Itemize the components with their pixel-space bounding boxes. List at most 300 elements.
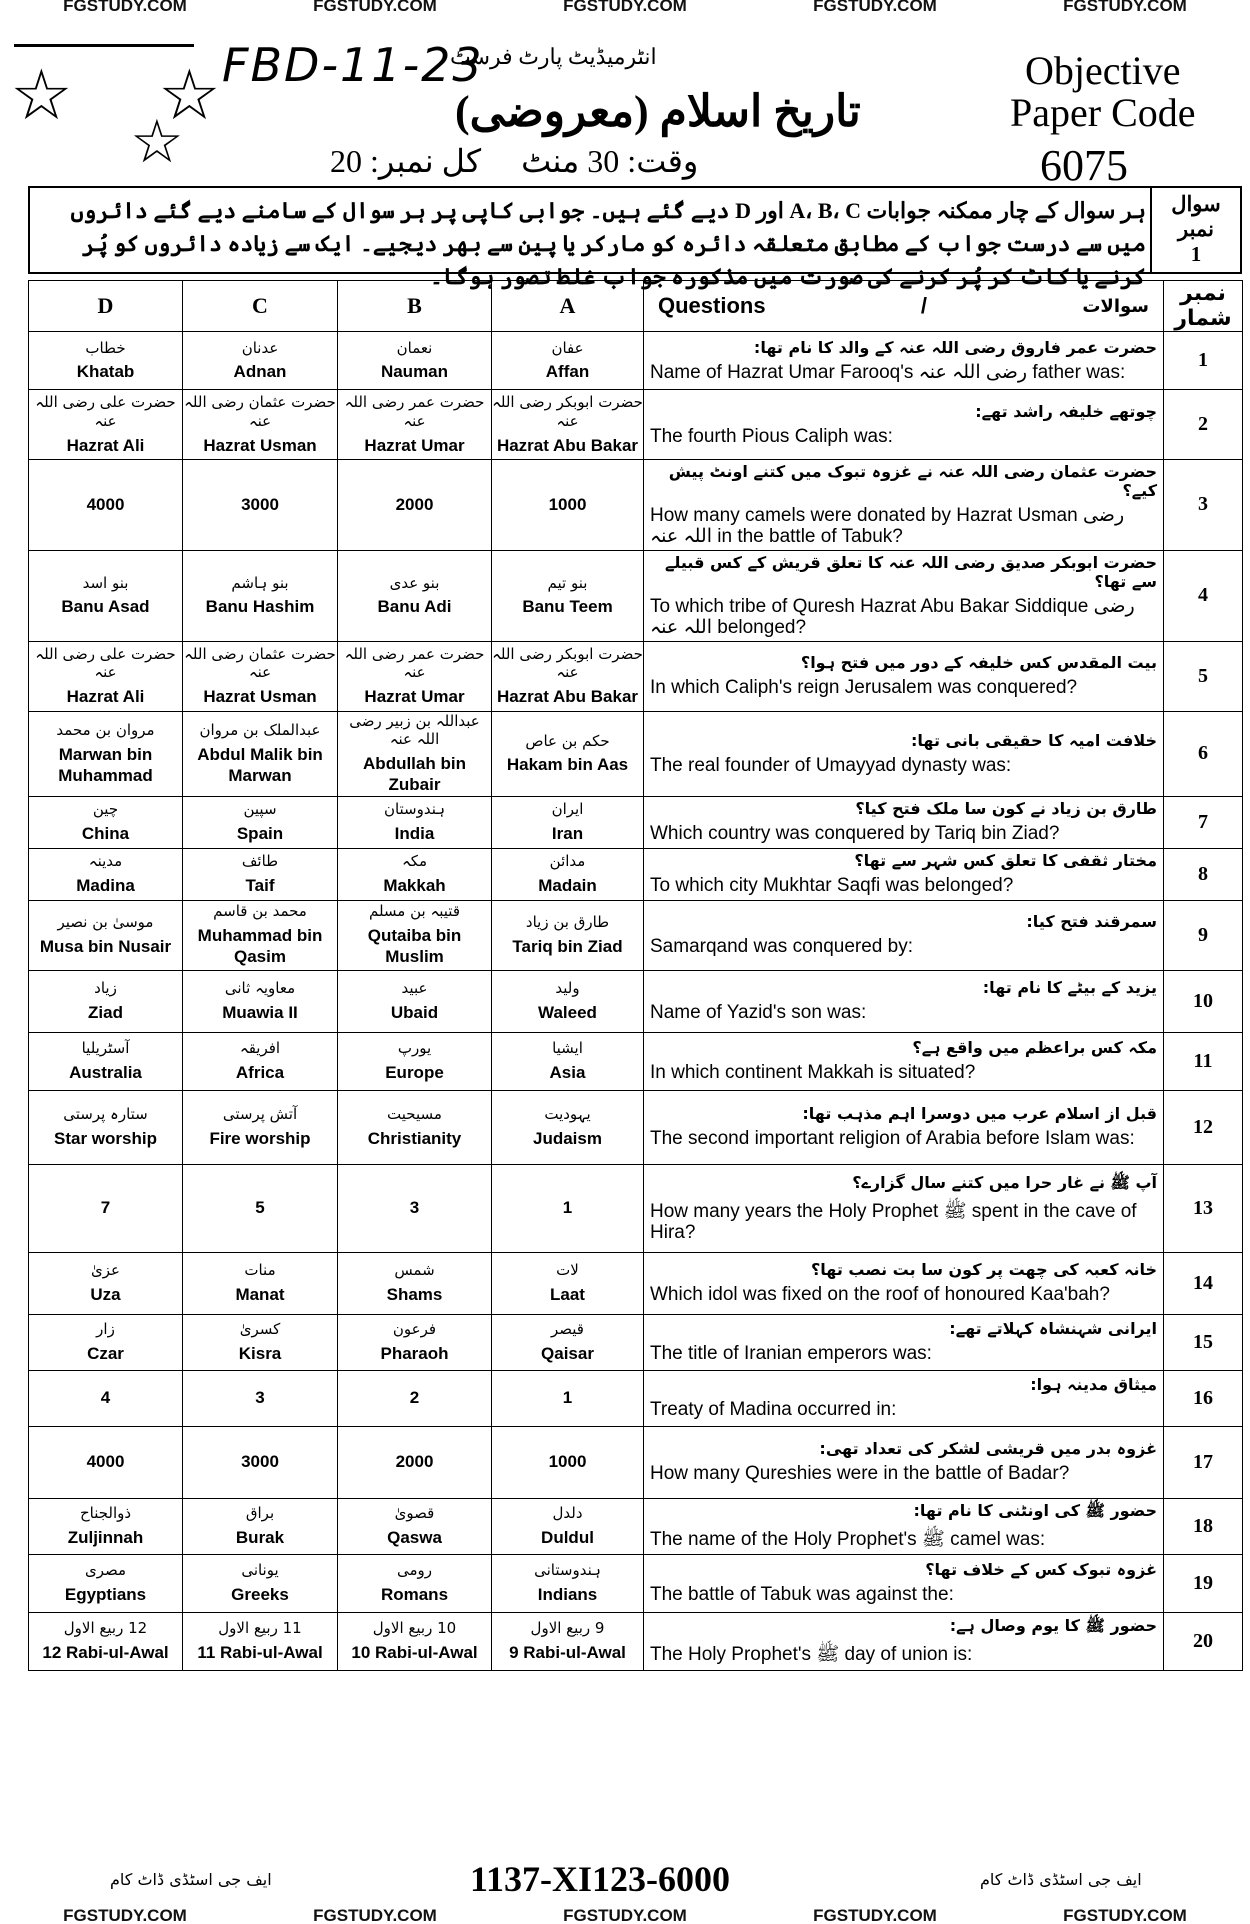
question-english: The real founder of Umayyad dynasty was: <box>650 754 1012 776</box>
question-cell <box>644 460 1164 551</box>
footer-urdu-left: ایف جی اسٹڈی ڈاٹ کام <box>110 1870 272 1889</box>
question-number: 8 <box>1164 848 1243 900</box>
option-a <box>492 1612 644 1670</box>
option-b <box>338 1370 492 1426</box>
option-c-urdu: عبدالملک بن مروان <box>199 720 321 739</box>
option-d <box>29 1612 183 1670</box>
option-b <box>338 1426 492 1498</box>
option-d <box>29 1370 183 1426</box>
watermark: FGSTUDY.COM <box>63 0 187 15</box>
option-c-text: Fire worship <box>209 1128 311 1148</box>
question-english: The second important religion of Arabia before Islam was: <box>650 1128 1135 1150</box>
question-number: 17 <box>1164 1426 1243 1498</box>
option-c <box>183 970 338 1032</box>
option-c-text: Africa <box>235 1062 285 1082</box>
option-c-urdu: بنو ہاشم <box>231 573 289 592</box>
question-row <box>29 460 1243 551</box>
question-urdu: حضرت ابوبکر صدیق رضی اللہ عنہ کا تعلق قریش کے کس قبیلے سے تھا؟ <box>664 552 1157 591</box>
option-d-text: Czar <box>87 1343 124 1363</box>
question-row <box>29 1252 1243 1314</box>
option-b-urdu: قتیبہ بن مسلم <box>368 902 461 921</box>
option-c-text: Kisra <box>238 1343 282 1363</box>
question-row <box>29 796 1243 848</box>
question-number: 2 <box>1164 390 1243 460</box>
question-english: How many camels were donated by Hazrat Usman رضی اللہ عنہ in the battle of Tabuk? <box>650 505 1125 547</box>
time-marks-line <box>330 142 698 180</box>
option-d <box>29 1252 183 1314</box>
option-c-text: Burak <box>235 1527 285 1547</box>
question-row <box>29 1426 1243 1498</box>
question-cell <box>644 1498 1164 1554</box>
handwritten-board-code: FBD-11-23 <box>222 38 484 92</box>
option-c-text: Manat <box>235 1284 285 1304</box>
option-b-urdu: نعمان <box>396 338 433 357</box>
question-cell <box>644 970 1164 1032</box>
question-cell <box>644 848 1164 900</box>
star-icon: ☆ <box>158 54 221 136</box>
option-c-urdu: عدنان <box>241 338 279 357</box>
header-c: C <box>183 281 338 332</box>
question-urdu: میثاق مدینہ ہوا: <box>1030 1375 1157 1395</box>
option-b <box>338 332 492 390</box>
option-a-text: Indians <box>537 1584 598 1604</box>
option-c <box>183 1164 338 1252</box>
option-b-text: Qaswa <box>387 1527 442 1547</box>
marks-label: کل نمبر: 20 <box>330 143 482 179</box>
option-a <box>492 332 644 390</box>
option-c-text: Muhammad bin Qasim <box>197 926 323 967</box>
header-a: A <box>492 281 644 332</box>
option-b <box>338 1554 492 1612</box>
question-cell <box>644 1314 1164 1370</box>
option-a <box>492 711 644 796</box>
instructions-box <box>28 186 1242 289</box>
option-a-text: Judaism <box>533 1128 602 1148</box>
option-d <box>29 1032 183 1090</box>
question-cell <box>644 1090 1164 1164</box>
option-b-text: 2000 <box>395 495 434 515</box>
question-english: The Holy Prophet's ﷺ day of union is: <box>650 1644 973 1666</box>
option-a <box>492 900 644 970</box>
watermark: FGSTUDY.COM <box>1063 1906 1187 1924</box>
option-c-urdu: معاویہ ثانی <box>224 979 296 998</box>
option-d <box>29 796 183 848</box>
option-b <box>338 900 492 970</box>
option-b <box>338 1314 492 1370</box>
question-urdu: یزید کے بیٹے کا نام تھا: <box>982 978 1157 998</box>
option-b <box>338 1090 492 1164</box>
option-a <box>492 1370 644 1426</box>
option-d-urdu: خطاب <box>85 338 126 357</box>
option-a-urdu: ولید <box>555 979 580 998</box>
option-d-text: Banu Asad <box>61 597 150 617</box>
option-b-text: Christianity <box>367 1128 462 1148</box>
watermark: FGSTUDY.COM <box>313 1906 437 1924</box>
question-english: To which city Mukhtar Saqfi was belonged? <box>650 875 1014 897</box>
option-a-urdu: 9 ربیع الاول <box>530 1619 605 1638</box>
option-b-text: Makkah <box>383 875 446 895</box>
question-english: The name of the Holy Prophet's ﷺ camel was: <box>650 1529 1046 1551</box>
subject-urdu: انٹرمیڈیٹ پارٹ فرسٹ <box>450 44 657 69</box>
option-d-text: Musa bin Nusair <box>39 936 172 956</box>
option-c-text: Spain <box>236 823 284 843</box>
option-a-text: 9 Rabi-ul-Awal <box>509 1642 626 1662</box>
option-c-urdu: حضرت عثمان رضی اللہ عنہ <box>184 393 336 430</box>
question-cell <box>644 1032 1164 1090</box>
option-a <box>492 1032 644 1090</box>
option-d-urdu: عزیٰ <box>91 1261 120 1280</box>
option-d-urdu: حضرت علی رضی اللہ عنہ <box>35 393 176 430</box>
option-d <box>29 1498 183 1554</box>
header-d: D <box>29 281 183 332</box>
option-a-text: Qaisar <box>541 1343 594 1363</box>
option-d-urdu: حضرت علی رضی اللہ عنہ <box>35 644 176 682</box>
option-c-text: Abdul Malik bin Marwan <box>197 744 323 785</box>
question-row <box>29 1554 1243 1612</box>
option-a <box>492 1498 644 1554</box>
question-english: The fourth Pious Caliph was: <box>650 425 893 447</box>
question-row <box>29 900 1243 970</box>
question-english: The title of Iranian emperors was: <box>650 1343 932 1365</box>
option-c <box>183 711 338 796</box>
watermark: FGSTUDY.COM <box>563 0 687 15</box>
option-c-text: 11 Rabi-ul-Awal <box>197 1642 323 1662</box>
option-a-urdu: طارق بن زیاد <box>525 913 610 932</box>
question-number: 6 <box>1164 711 1243 796</box>
question-row <box>29 711 1243 796</box>
question-english: Name of Yazid's son was: <box>650 1002 867 1024</box>
question-number: 20 <box>1164 1612 1243 1670</box>
option-d-text: Ziad <box>88 1002 123 1022</box>
option-a-urdu: ہندوستانی <box>534 1561 601 1580</box>
option-b-text: 2000 <box>395 1452 434 1472</box>
time-label: وقت: 30 منٹ <box>521 143 699 179</box>
option-c-text: 3 <box>255 1388 265 1408</box>
option-b-urdu: عبداللہ بن زبیر رضی اللہ عنہ <box>349 711 480 749</box>
option-d-text: Khatab <box>76 362 135 382</box>
option-b-urdu: حضرت عمر رضی اللہ عنہ <box>344 393 485 430</box>
paper-header <box>0 0 1250 190</box>
header-questions-ur: سوالات <box>1082 295 1149 317</box>
option-b <box>338 550 492 641</box>
footer-urdu-right: ایف جی اسٹڈی ڈاٹ کام <box>980 1870 1142 1889</box>
option-c <box>183 1370 338 1426</box>
question-cell <box>644 796 1164 848</box>
option-b-urdu: رومی <box>396 1561 433 1580</box>
option-a-text: 1 <box>562 1198 573 1218</box>
option-d <box>29 1554 183 1612</box>
option-a-text: Waleed <box>538 1002 597 1022</box>
header-questions <box>644 281 1164 332</box>
option-d <box>29 1314 183 1370</box>
option-b-urdu: بنو عدی <box>389 573 440 592</box>
option-d <box>29 460 183 551</box>
option-a-urdu: عفان <box>551 338 584 357</box>
watermark: FGSTUDY.COM <box>563 1906 687 1924</box>
option-d-text: 7 <box>100 1198 111 1218</box>
question-number: 11 <box>1164 1032 1243 1090</box>
divider <box>14 44 194 47</box>
star-icon: ☆ <box>130 107 184 177</box>
option-a-text: 1000 <box>548 495 587 515</box>
option-a-text: Tariq bin Ziad <box>512 936 623 956</box>
question-urdu: مکہ کس براعظم میں واقع ہے؟ <box>912 1038 1157 1058</box>
option-d <box>29 550 183 641</box>
option-c-text: Hazrat Usman <box>203 687 317 707</box>
option-d <box>29 848 183 900</box>
option-d-urdu: چین <box>92 800 119 819</box>
option-d <box>29 1164 183 1252</box>
objective-label: Objective <box>1025 48 1181 93</box>
question-number: 13 <box>1164 1164 1243 1252</box>
option-c-text: 3000 <box>241 1452 279 1472</box>
question-urdu: حضور ﷺ کا یوم وصال ہے: <box>949 1616 1157 1636</box>
header-separator: / <box>920 293 928 318</box>
option-a-text: Affan <box>545 362 590 382</box>
paper-title-urdu: تاریخ اسلام (معروضی) <box>455 87 861 136</box>
option-a <box>492 1314 644 1370</box>
option-d-text: 4000 <box>86 1452 125 1472</box>
question-cell <box>644 1612 1164 1670</box>
option-c-urdu: سپین <box>243 800 277 819</box>
question-row <box>29 1612 1243 1670</box>
option-b-urdu: 10 ربیع الاول <box>372 1619 457 1638</box>
option-b <box>338 848 492 900</box>
option-a <box>492 1426 644 1498</box>
question-urdu: خلافت امیہ کا حقیقی بانی تھا: <box>910 730 1157 750</box>
option-b <box>338 1164 492 1252</box>
question-english: Which country was conquered by Tariq bin Ziad? <box>650 823 1060 845</box>
option-d-urdu: ستارہ پرستی <box>63 1105 148 1124</box>
question-english: How many years the Holy Prophet ﷺ spent in the cave of Hira? <box>650 1200 1137 1243</box>
option-c-text: 3000 <box>241 495 279 515</box>
question-urdu: غزوہ تبوک کس کے خلاف تھا؟ <box>925 1560 1157 1580</box>
question-number-box <box>1150 188 1240 272</box>
question-english: Samarqand was conquered by: <box>650 936 913 958</box>
option-a-text: Banu Teem <box>522 597 613 617</box>
question-urdu: خانہ کعبہ کی چھت پر کون سا بت نصب تھا؟ <box>810 1260 1157 1280</box>
option-a <box>492 550 644 641</box>
option-b <box>338 390 492 460</box>
option-b-text: 2 <box>409 1388 420 1408</box>
option-a <box>492 460 644 551</box>
option-b-urdu: عبید <box>401 979 428 998</box>
watermark: FGSTUDY.COM <box>813 0 937 15</box>
question-urdu: آپ ﷺ نے غار حرا میں کتنے سال گزارے؟ <box>852 1172 1157 1192</box>
option-d-urdu: مروان بن محمد <box>56 720 155 739</box>
option-d <box>29 711 183 796</box>
option-a <box>492 1252 644 1314</box>
option-b-text: Shams <box>386 1284 443 1304</box>
option-d-urdu: زار <box>96 1320 115 1339</box>
question-english: How many Qureshies were in the battle of Badar? <box>650 1463 1070 1485</box>
question-urdu: ایرانی شہنشاہ کہلاتے تھے: <box>949 1319 1157 1339</box>
option-a-urdu: حضرت ابوبکر رضی اللہ عنہ <box>492 644 643 682</box>
question-urdu: حضرت عثمان رضی اللہ عنہ نے غزوہ تبوک میں کتنے اونٹ پیش کیے؟ <box>668 462 1157 500</box>
option-c-urdu: طائف <box>241 852 279 871</box>
option-c-urdu: براق <box>245 1504 275 1523</box>
option-a-urdu: قیصر <box>551 1320 584 1339</box>
option-d <box>29 1090 183 1164</box>
option-d <box>29 970 183 1032</box>
watermark: FGSTUDY.COM <box>1063 0 1187 15</box>
option-c-text: 5 <box>255 1198 265 1218</box>
option-c <box>183 1090 338 1164</box>
option-a <box>492 1164 644 1252</box>
question-english: In which Caliph's reign Jerusalem was conquered? <box>650 677 1078 699</box>
option-d-text: 4000 <box>86 495 125 515</box>
option-a-urdu: دلدل <box>552 1504 583 1523</box>
option-d-text: Marwan bin Muhammad <box>58 744 153 785</box>
option-d-urdu: موسیٰ بن نصیر <box>57 913 154 932</box>
option-b-text: 3 <box>409 1198 420 1218</box>
objective-block <box>1010 50 1196 134</box>
option-c <box>183 1426 338 1498</box>
option-c-urdu: آتش پرستی <box>222 1105 298 1124</box>
option-d-text: Madina <box>76 875 135 895</box>
question-number: 12 <box>1164 1090 1243 1164</box>
questions-table <box>28 280 1243 1671</box>
option-c-text: Taif <box>245 875 275 895</box>
option-b <box>338 641 492 711</box>
option-c-text: Banu Hashim <box>205 597 315 617</box>
option-a-urdu: ایشیا <box>552 1039 583 1058</box>
option-d-urdu: مصری <box>84 1561 127 1580</box>
option-b-text: Nauman <box>380 362 449 382</box>
option-a-text: Hazrat Abu Bakar <box>496 687 639 707</box>
question-urdu: غزوہ بدر میں قریشی لشکر کی تعداد تھی: <box>819 1439 1157 1459</box>
option-d-text: Star worship <box>54 1128 157 1148</box>
option-d-text: 4 <box>100 1388 111 1408</box>
question-number: 7 <box>1164 796 1243 848</box>
option-c <box>183 1612 338 1670</box>
question-row <box>29 1164 1243 1252</box>
question-number: 10 <box>1164 970 1243 1032</box>
option-b-urdu: قصویٰ <box>394 1504 435 1523</box>
watermark: FGSTUDY.COM <box>313 0 437 15</box>
option-b-text: Europe <box>385 1062 444 1082</box>
footer-code: 1137-XI123-6000 <box>470 1859 730 1899</box>
option-c-text: Adnan <box>233 362 287 382</box>
question-cell <box>644 1426 1164 1498</box>
option-c-urdu: افریقہ <box>239 1039 281 1058</box>
option-c <box>183 641 338 711</box>
option-d-text: China <box>81 823 130 843</box>
question-english: To which tribe of Quresh Hazrat Abu Bakar Siddique رضی اللہ عنہ belonged? <box>650 595 1135 638</box>
table-header-row <box>29 281 1243 332</box>
option-b-text: Ubaid <box>390 1002 439 1022</box>
option-d-text: Zuljinnah <box>67 1527 144 1547</box>
question-urdu: حضرت عمر فاروق رضی اللہ عنہ کے والد کا نام تھا: <box>753 337 1157 357</box>
option-b-urdu: مکہ <box>401 852 428 871</box>
option-a-urdu: بنو تیم <box>547 573 588 592</box>
option-b-urdu: فرعون <box>392 1320 437 1339</box>
option-a-urdu: حضرت ابوبکر رضی اللہ عنہ <box>492 393 643 430</box>
question-number: 18 <box>1164 1498 1243 1554</box>
question-cell <box>644 711 1164 796</box>
option-c-urdu: 11 ربیع الاول <box>218 1619 302 1638</box>
option-d-text: Hazrat Ali <box>66 687 145 707</box>
question-urdu: مختار ثقفی کا تعلق کس شہر سے تھا؟ <box>854 851 1157 871</box>
question-row <box>29 970 1243 1032</box>
option-b-text: 10 Rabi-ul-Awal <box>351 1642 478 1662</box>
instructions-text: ہر سوال کے چار ممکنہ جوابات A، B، C اور D دیے گئے ہیں۔ جوابی کاپی پر ہر سوال کے سامنے دیے گئے دائروں میں سے درست جواب کے مطابق متعلقہ دائرہ کو مارکر یا پین سے بھر دیجیے۔ ایک سے زیادہ دائروں کو پُر کرنے یا کاٹ کر پُر کرنے کی صورت میں مذکورہ جواب غلط تصور ہوگا۔ <box>70 198 1146 289</box>
option-d <box>29 332 183 390</box>
option-a <box>492 390 644 460</box>
option-a-urdu: لات <box>556 1261 579 1280</box>
question-number: 1 <box>1164 332 1243 390</box>
option-b-text: Romans <box>380 1584 449 1604</box>
option-a-urdu: حکم بن عاص <box>525 731 610 750</box>
option-a-text: Asia <box>549 1062 586 1082</box>
option-d <box>29 1426 183 1498</box>
question-cell <box>644 1370 1164 1426</box>
option-c-text: Hazrat Usman <box>203 435 317 455</box>
option-b-text: Hazrat Umar <box>364 435 465 455</box>
question-number: 3 <box>1164 460 1243 551</box>
option-c-urdu: حضرت عثمان رضی اللہ عنہ <box>184 644 336 682</box>
header-b: B <box>338 281 492 332</box>
option-c <box>183 1032 338 1090</box>
option-b-urdu: شمس <box>394 1261 435 1280</box>
question-english: Name of Hazrat Umar Farooq's رضی اللہ عنہ father was: <box>650 361 1126 383</box>
question-number: 5 <box>1164 641 1243 711</box>
option-d-urdu: زیاد <box>94 979 117 998</box>
option-d-urdu: آسٹریلیا <box>81 1039 130 1058</box>
question-row <box>29 1370 1243 1426</box>
option-b <box>338 796 492 848</box>
question-urdu: قبل از اسلام عرب میں دوسرا اہم مذہب تھا: <box>802 1104 1157 1124</box>
watermark-row-bottom <box>0 1906 1250 1924</box>
question-urdu: سمرقند فتح کیا: <box>1026 912 1157 932</box>
option-c-urdu: محمد بن قاسم <box>213 902 307 921</box>
question-cell <box>644 550 1164 641</box>
option-c <box>183 332 338 390</box>
option-b-urdu: یورپ <box>397 1039 432 1058</box>
question-row <box>29 332 1243 390</box>
option-a <box>492 848 644 900</box>
option-d-text: Egyptians <box>64 1584 147 1604</box>
option-a <box>492 1090 644 1164</box>
option-b-text: Abdullah bin Zubair <box>363 754 466 795</box>
option-b <box>338 460 492 551</box>
question-cell <box>644 1554 1164 1612</box>
option-a-text: Duldul <box>541 1527 594 1547</box>
option-a-urdu: مدائن <box>549 852 586 871</box>
option-b <box>338 711 492 796</box>
option-a <box>492 796 644 848</box>
header-number: نمبر شمار <box>1164 281 1243 332</box>
question-row <box>29 1314 1243 1370</box>
question-row <box>29 390 1243 460</box>
question-number: 14 <box>1164 1252 1243 1314</box>
option-a-urdu: یہودیت <box>544 1105 591 1124</box>
option-d-urdu: 12 ربیع الاول <box>63 1619 148 1638</box>
question-english: Which idol was fixed on the roof of honoured Kaa'bah? <box>650 1284 1110 1306</box>
question-row <box>29 1498 1243 1554</box>
option-a-text: Laat <box>550 1284 585 1304</box>
question-urdu: طارق بن زیاد نے کون سا ملک فتح کیا؟ <box>855 799 1157 819</box>
question-cell <box>644 1164 1164 1252</box>
option-c-urdu: یونانی <box>241 1561 279 1580</box>
option-b <box>338 1498 492 1554</box>
question-english: The battle of Tabuk was against the: <box>650 1584 954 1606</box>
option-c <box>183 550 338 641</box>
question-cell <box>644 390 1164 460</box>
option-c <box>183 1314 338 1370</box>
option-c-urdu: منات <box>244 1261 276 1280</box>
option-c-text: Muawia II <box>222 1002 298 1022</box>
